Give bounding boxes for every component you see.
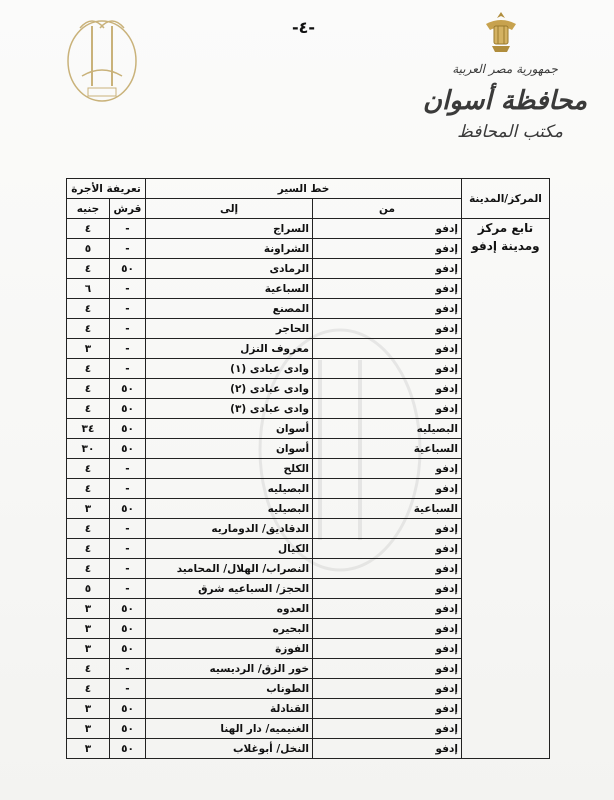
eagle-emblem-icon bbox=[478, 8, 524, 60]
cell-gineh: ٤ bbox=[67, 479, 110, 499]
cell-from: إدفو bbox=[313, 339, 462, 359]
cell-from: إدفو bbox=[313, 639, 462, 659]
cell-gineh: ٣ bbox=[67, 739, 110, 759]
cell-qirsh: - bbox=[109, 539, 145, 559]
cell-to: الغنيميه/ دار الهنا bbox=[146, 719, 313, 739]
cell-from: إدفو bbox=[313, 719, 462, 739]
header-qirsh: قرش bbox=[109, 199, 145, 219]
cell-qirsh: - bbox=[109, 459, 145, 479]
cell-qirsh: - bbox=[109, 239, 145, 259]
cell-gineh: ٤ bbox=[67, 219, 110, 239]
header-to: إلى bbox=[146, 199, 313, 219]
cell-gineh: ٤ bbox=[67, 519, 110, 539]
cell-to: الحجز/ السباعيه شرق bbox=[146, 579, 313, 599]
cell-gineh: ٤ bbox=[67, 679, 110, 699]
cell-gineh: ٤ bbox=[67, 559, 110, 579]
cell-qirsh: ٥٠ bbox=[109, 719, 145, 739]
governorate-title: محافظة أسوان bbox=[422, 86, 588, 116]
cell-to: الشراونة bbox=[146, 239, 313, 259]
cell-to: الرمادى bbox=[146, 259, 313, 279]
cell-qirsh: ٥٠ bbox=[109, 399, 145, 419]
cell-to: وادى عبادى (١) bbox=[146, 359, 313, 379]
cell-gineh: ٤ bbox=[67, 359, 110, 379]
cell-gineh: ٤ bbox=[67, 319, 110, 339]
cell-to: وادى عبادى (٣) bbox=[146, 399, 313, 419]
cell-qirsh: - bbox=[109, 339, 145, 359]
cell-to: معروف النزل bbox=[146, 339, 313, 359]
cell-from: إدفو bbox=[313, 579, 462, 599]
cell-qirsh: ٥٠ bbox=[109, 439, 145, 459]
cell-gineh: ٣ bbox=[67, 599, 110, 619]
cell-gineh: ٤ bbox=[67, 539, 110, 559]
cell-to: البصيليه bbox=[146, 479, 313, 499]
cell-gineh: ٣ bbox=[67, 699, 110, 719]
office-title: مكتب المحافظ bbox=[457, 122, 563, 142]
cell-from: إدفو bbox=[313, 279, 462, 299]
cell-to: السباعية bbox=[146, 279, 313, 299]
cell-gineh: ٥ bbox=[67, 239, 110, 259]
cell-from: إدفو bbox=[313, 619, 462, 639]
cell-from: البصيليه bbox=[313, 419, 462, 439]
cell-to: النخل/ أبوغلاب bbox=[146, 739, 313, 759]
header-from: من bbox=[313, 199, 462, 219]
cell-gineh: ٣ bbox=[67, 639, 110, 659]
table-row bbox=[67, 219, 550, 239]
cell-from: إدفو bbox=[313, 739, 462, 759]
cell-to: أسوان bbox=[146, 419, 313, 439]
center-name-line1: تابع مركز bbox=[477, 221, 534, 235]
fare-table bbox=[66, 178, 550, 759]
cell-to: العدوه bbox=[146, 599, 313, 619]
cell-to: الحاجر bbox=[146, 319, 313, 339]
cell-qirsh: ٥٠ bbox=[109, 619, 145, 639]
cell-from: السباعية bbox=[313, 499, 462, 519]
cell-gineh: ٣ bbox=[67, 719, 110, 739]
cell-qirsh: - bbox=[109, 579, 145, 599]
cell-from: إدفو bbox=[313, 239, 462, 259]
cell-to: الكلح bbox=[146, 459, 313, 479]
cell-from: إدفو bbox=[313, 379, 462, 399]
cell-qirsh: ٥٠ bbox=[109, 699, 145, 719]
cell-gineh: ٤ bbox=[67, 399, 110, 419]
center-name-line2: ومدينة إدفو bbox=[471, 239, 540, 253]
cell-to: المصنع bbox=[146, 299, 313, 319]
cell-qirsh: - bbox=[109, 659, 145, 679]
cell-qirsh: ٥٠ bbox=[109, 599, 145, 619]
cell-gineh: ٣ bbox=[67, 619, 110, 639]
cell-from: إدفو bbox=[313, 519, 462, 539]
cell-to: السراج bbox=[146, 219, 313, 239]
cell-from: إدفو bbox=[313, 459, 462, 479]
cell-gineh: ٤ bbox=[67, 299, 110, 319]
cell-to: القنادلة bbox=[146, 699, 313, 719]
cell-qirsh: - bbox=[109, 219, 145, 239]
header-route: خط السير bbox=[146, 179, 462, 199]
cell-from: إدفو bbox=[313, 679, 462, 699]
cell-from: إدفو bbox=[313, 219, 462, 239]
cell-to: النصراب/ الهلال/ المحاميد bbox=[146, 559, 313, 579]
cell-from: إدفو bbox=[313, 299, 462, 319]
cell-qirsh: ٥٠ bbox=[109, 499, 145, 519]
republic-title: جمهورية مصر العربية bbox=[452, 62, 558, 76]
cell-to: البصيليه bbox=[146, 499, 313, 519]
cell-to: الكيال bbox=[146, 539, 313, 559]
cell-from: السباعية bbox=[313, 439, 462, 459]
cell-gineh: ٤ bbox=[67, 259, 110, 279]
cell-gineh: ٤ bbox=[67, 459, 110, 479]
cell-qirsh: - bbox=[109, 519, 145, 539]
cell-qirsh: - bbox=[109, 319, 145, 339]
cell-from: إدفو bbox=[313, 259, 462, 279]
cell-gineh: ٣ bbox=[67, 499, 110, 519]
cell-from: إدفو bbox=[313, 559, 462, 579]
governorate-emblem-icon bbox=[62, 6, 142, 106]
cell-qirsh: - bbox=[109, 479, 145, 499]
cell-qirsh: ٥٠ bbox=[109, 419, 145, 439]
cell-gineh: ٣٠ bbox=[67, 439, 110, 459]
cell-to: وادى عبادى (٢) bbox=[146, 379, 313, 399]
page-number: -٤- bbox=[292, 18, 316, 37]
cell-gineh: ٤ bbox=[67, 659, 110, 679]
cell-qirsh: - bbox=[109, 299, 145, 319]
cell-to: الدقاديق/ الدوماريه bbox=[146, 519, 313, 539]
cell-from: إدفو bbox=[313, 659, 462, 679]
cell-gineh: ٦ bbox=[67, 279, 110, 299]
header-fare: تعريفة الأجرة bbox=[67, 179, 146, 199]
header-center-city: المركز/المدينة bbox=[461, 179, 549, 219]
cell-gineh: ٣٤ bbox=[67, 419, 110, 439]
cell-qirsh: ٥٠ bbox=[109, 639, 145, 659]
cell-qirsh: ٥٠ bbox=[109, 259, 145, 279]
cell-gineh: ٤ bbox=[67, 379, 110, 399]
cell-from: إدفو bbox=[313, 699, 462, 719]
cell-from: إدفو bbox=[313, 359, 462, 379]
cell-gineh: ٣ bbox=[67, 339, 110, 359]
cell-to: خور الزق/ الرديسيه bbox=[146, 659, 313, 679]
cell-qirsh: - bbox=[109, 559, 145, 579]
cell-from: إدفو bbox=[313, 399, 462, 419]
cell-to: البحيره bbox=[146, 619, 313, 639]
cell-from: إدفو bbox=[313, 599, 462, 619]
cell-to: الفوزة bbox=[146, 639, 313, 659]
cell-from: إدفو bbox=[313, 319, 462, 339]
cell-qirsh: - bbox=[109, 679, 145, 699]
cell-from: إدفو bbox=[313, 539, 462, 559]
cell-to: الطوناب bbox=[146, 679, 313, 699]
center-name-cell bbox=[461, 219, 549, 759]
cell-to: أسوان bbox=[146, 439, 313, 459]
cell-qirsh: - bbox=[109, 359, 145, 379]
header-gineh: جنيه bbox=[67, 199, 110, 219]
cell-qirsh: ٥٠ bbox=[109, 379, 145, 399]
cell-qirsh: - bbox=[109, 279, 145, 299]
cell-gineh: ٥ bbox=[67, 579, 110, 599]
cell-qirsh: ٥٠ bbox=[109, 739, 145, 759]
cell-from: إدفو bbox=[313, 479, 462, 499]
